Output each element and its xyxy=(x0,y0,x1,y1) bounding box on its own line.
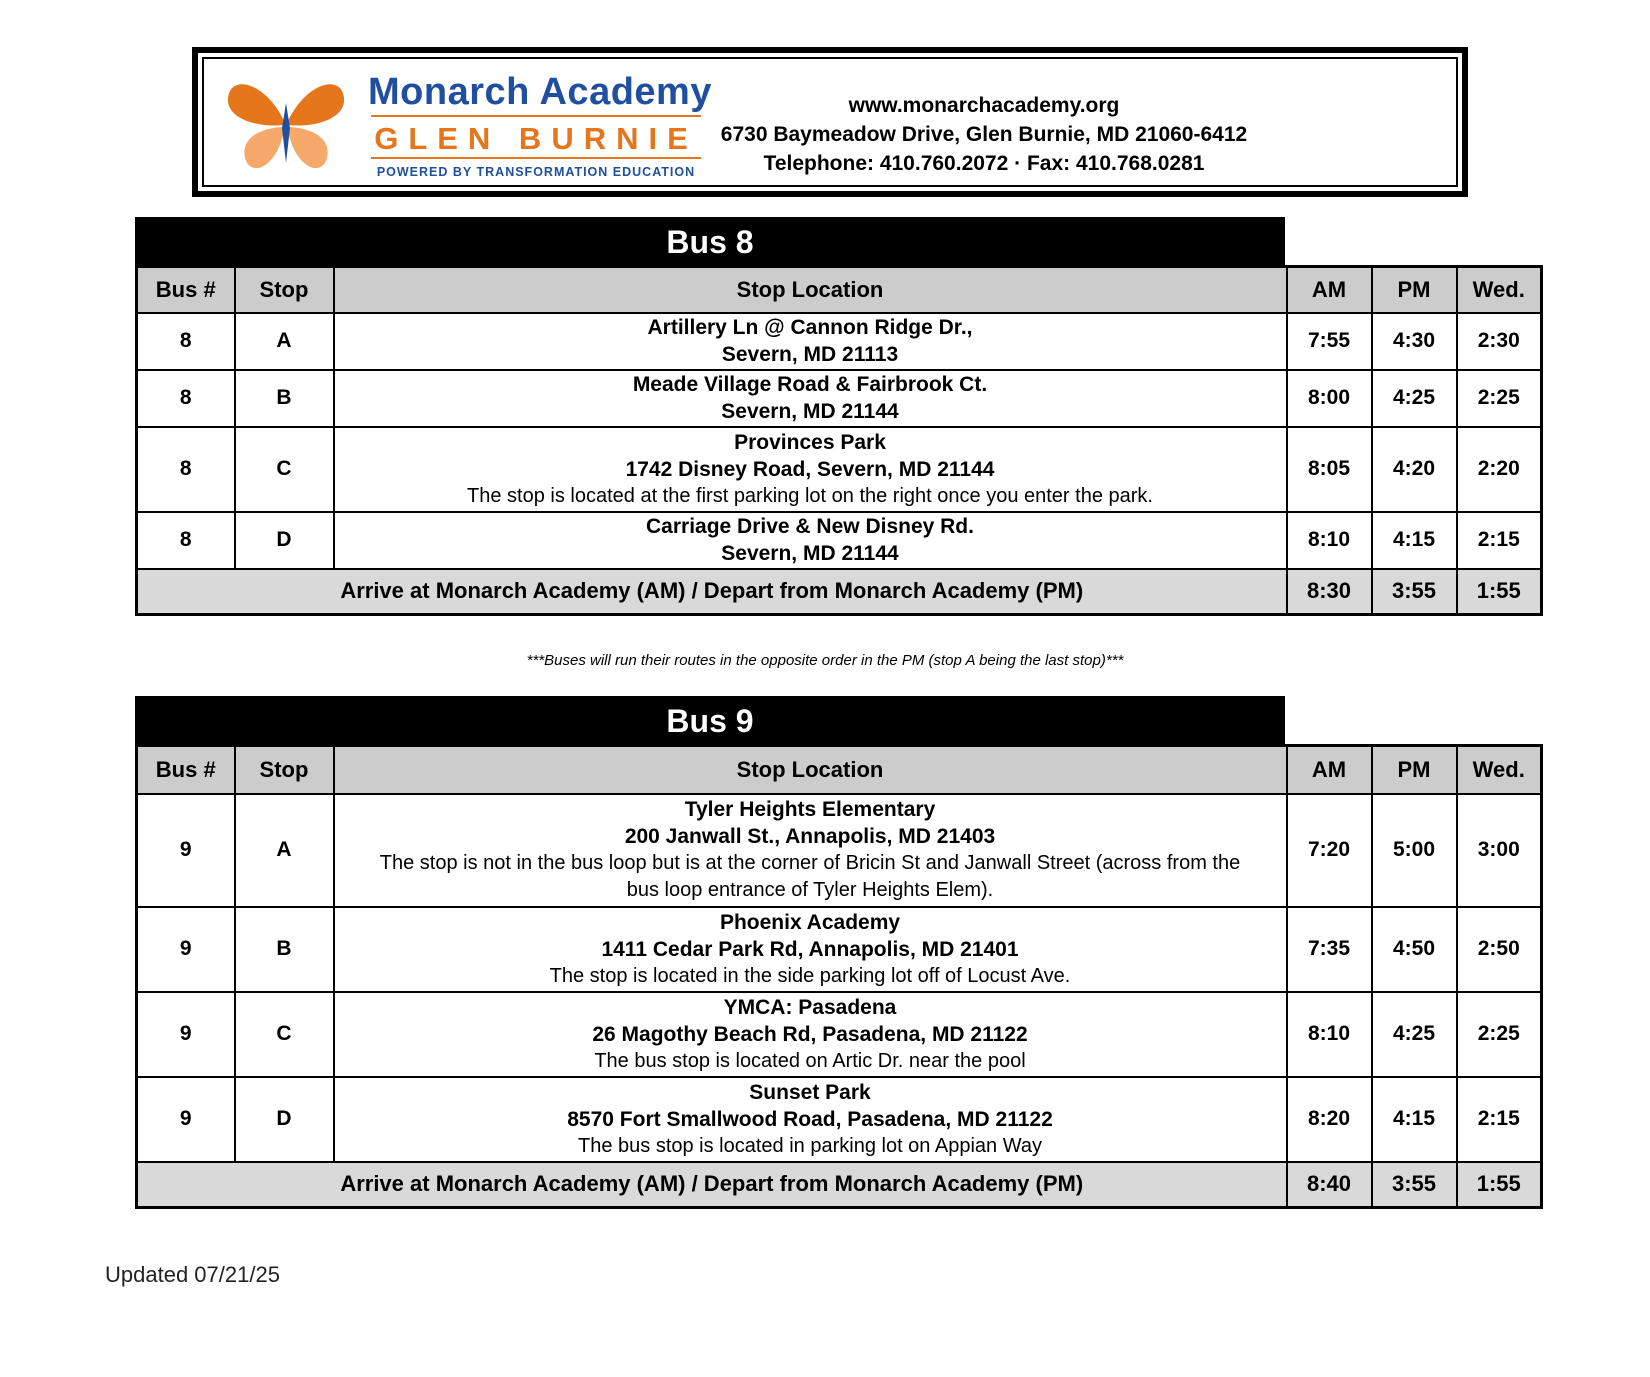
stop-letter: A xyxy=(235,794,334,907)
stop-letter: D xyxy=(235,1077,334,1162)
bus-number: 8 xyxy=(137,370,235,427)
location-line2: Severn, MD 21144 xyxy=(721,400,899,423)
stop-letter: C xyxy=(235,427,334,512)
location-note: The bus stop is located in parking lot on Appian Way xyxy=(578,1134,1042,1157)
stop-letter: D xyxy=(235,512,334,569)
bus-number: 9 xyxy=(137,794,235,907)
location-line2: Severn, MD 21144 xyxy=(721,542,899,565)
bus-number: 8 xyxy=(137,512,235,569)
arrive-wed: 1:55 xyxy=(1457,1162,1542,1208)
am-time: 8:00 xyxy=(1287,370,1372,427)
arrive-label: Arrive at Monarch Academy (AM) / Depart from Monarch Academy (PM) xyxy=(137,569,1287,615)
bus-number: 8 xyxy=(137,313,235,370)
col-pm: PM xyxy=(1372,267,1457,313)
am-time: 8:10 xyxy=(1287,992,1372,1077)
wed-time: 2:30 xyxy=(1457,313,1542,370)
arrive-row xyxy=(137,1162,1542,1208)
am-time: 7:55 xyxy=(1287,313,1372,370)
col-stop: Stop xyxy=(235,746,334,794)
location-line2: 1411 Cedar Park Rd, Annapolis, MD 21401 xyxy=(601,937,1019,961)
school-address: 6730 Baymeadow Drive, Glen Burnie, MD 21060-6412 xyxy=(720,123,1248,146)
location-line2: 200 Janwall St., Annapolis, MD 21403 xyxy=(624,825,996,848)
table-row xyxy=(137,992,1542,1077)
arrive-row xyxy=(137,569,1542,615)
table-row xyxy=(137,313,1542,370)
stop-location xyxy=(334,427,1287,512)
stop-location xyxy=(334,370,1287,427)
location-line1: Carriage Drive & New Disney Rd. xyxy=(646,515,974,538)
col-wed: Wed. xyxy=(1457,267,1542,313)
location-line1: YMCA: Pasadena xyxy=(723,995,897,1019)
table-row xyxy=(137,370,1542,427)
stop-letter: C xyxy=(235,992,334,1077)
table-row xyxy=(137,907,1542,992)
table-row xyxy=(137,794,1542,907)
school-header xyxy=(192,47,1468,197)
pm-time: 4:25 xyxy=(1372,992,1457,1077)
bus-number: 8 xyxy=(137,427,235,512)
brand-tagline: POWERED BY TRANSFORMATION EDUCATION xyxy=(376,165,696,179)
contact-info xyxy=(694,91,1274,178)
location-line1: Provinces Park xyxy=(734,430,886,454)
phone-fax: Telephone: 410.760.2072 · Fax: 410.768.0281 xyxy=(763,152,1205,175)
bus8-table xyxy=(135,265,1543,616)
bus9-title: Bus 9 xyxy=(135,696,1285,746)
pm-time: 5:00 xyxy=(1372,794,1457,907)
pm-time: 4:30 xyxy=(1372,313,1457,370)
pm-time: 4:15 xyxy=(1372,1077,1457,1162)
bus-number: 9 xyxy=(137,907,235,992)
stop-location xyxy=(334,1077,1287,1162)
col-wed: Wed. xyxy=(1457,746,1542,794)
stop-location xyxy=(334,512,1287,569)
table-row xyxy=(137,1077,1542,1162)
pm-time: 4:20 xyxy=(1372,427,1457,512)
col-location: Stop Location xyxy=(334,746,1287,794)
butterfly-icon xyxy=(226,73,346,178)
location-line2: Severn, MD 21113 xyxy=(721,343,899,366)
location-line1: Phoenix Academy xyxy=(719,910,901,934)
updated-date: Updated 07/21/25 xyxy=(105,1262,280,1287)
bus-number: 9 xyxy=(137,992,235,1077)
location-line2: 8570 Fort Smallwood Road, Pasadena, MD 21122 xyxy=(567,1107,1053,1131)
location-line2: 1742 Disney Road, Severn, MD 21144 xyxy=(625,457,995,481)
bus8-title: Bus 8 xyxy=(135,217,1285,267)
wed-time: 2:50 xyxy=(1457,907,1542,992)
location-line1: Artillery Ln @ Cannon Ridge Dr., xyxy=(647,316,973,339)
brand-rule-bottom xyxy=(371,157,701,159)
col-am: AM xyxy=(1287,746,1372,794)
am-time: 7:20 xyxy=(1287,794,1372,907)
stop-location xyxy=(334,907,1287,992)
location-note: The stop is not in the bus loop but is at the corner of Bricin St and Janwall Street (across from the bus loop entrance of Tyler Heights Elem). xyxy=(379,852,1241,901)
location-line1: Sunset Park xyxy=(749,1080,871,1104)
arrive-label: Arrive at Monarch Academy (AM) / Depart from Monarch Academy (PM) xyxy=(137,1162,1287,1208)
school-logo xyxy=(218,65,712,195)
website-link[interactable]: www.monarchacademy.org xyxy=(848,94,1120,117)
location-note: The stop is located at the first parking lot on the right once you enter the park. xyxy=(467,484,1153,507)
arrive-wed: 1:55 xyxy=(1457,569,1542,615)
stop-location xyxy=(334,794,1287,907)
location-note: The stop is located in the side parking lot off of Locust Ave. xyxy=(549,964,1071,987)
wed-time: 2:25 xyxy=(1457,370,1542,427)
col-bus: Bus # xyxy=(137,267,235,313)
wed-time: 3:00 xyxy=(1457,794,1542,907)
brand-campus: GLEN BURNIE xyxy=(374,121,698,156)
col-pm: PM xyxy=(1372,746,1457,794)
table-row xyxy=(137,427,1542,512)
pm-time: 4:50 xyxy=(1372,907,1457,992)
am-time: 8:10 xyxy=(1287,512,1372,569)
location-line1: Meade Village Road & Fairbrook Ct. xyxy=(632,373,988,396)
wed-time: 2:15 xyxy=(1457,1077,1542,1162)
wed-time: 2:25 xyxy=(1457,992,1542,1077)
stop-letter: A xyxy=(235,313,334,370)
stop-location xyxy=(334,992,1287,1077)
location-line2: 26 Magothy Beach Rd, Pasadena, MD 21122 xyxy=(592,1022,1028,1046)
col-stop: Stop xyxy=(235,267,334,313)
bus9-table xyxy=(135,744,1543,1209)
location-note: The bus stop is located on Artic Dr. near the pool xyxy=(594,1049,1026,1072)
col-location: Stop Location xyxy=(334,267,1287,313)
stop-location xyxy=(334,313,1287,370)
am-time: 8:05 xyxy=(1287,427,1372,512)
route-footnote: ***Buses will run their routes in the opposite order in the PM (stop A being the last stop)*** xyxy=(526,652,1124,669)
table-row xyxy=(137,512,1542,569)
am-time: 7:35 xyxy=(1287,907,1372,992)
bus-number: 9 xyxy=(137,1077,235,1162)
wed-time: 2:15 xyxy=(1457,512,1542,569)
pm-time: 4:15 xyxy=(1372,512,1457,569)
col-am: AM xyxy=(1287,267,1372,313)
location-line1: Tyler Heights Elementary xyxy=(684,798,936,821)
arrive-am: 8:40 xyxy=(1287,1162,1372,1208)
bus8-header-row xyxy=(137,267,1542,313)
brand-name: Monarch Academy xyxy=(368,71,712,113)
arrive-pm: 3:55 xyxy=(1372,1162,1457,1208)
school-header-inner xyxy=(202,57,1458,187)
bus9-header-row xyxy=(137,746,1542,794)
am-time: 8:20 xyxy=(1287,1077,1372,1162)
brand-rule-top xyxy=(371,115,701,117)
stop-letter: B xyxy=(235,370,334,427)
stop-letter: B xyxy=(235,907,334,992)
pm-time: 4:25 xyxy=(1372,370,1457,427)
arrive-am: 8:30 xyxy=(1287,569,1372,615)
arrive-pm: 3:55 xyxy=(1372,569,1457,615)
wed-time: 2:20 xyxy=(1457,427,1542,512)
col-bus: Bus # xyxy=(137,746,235,794)
